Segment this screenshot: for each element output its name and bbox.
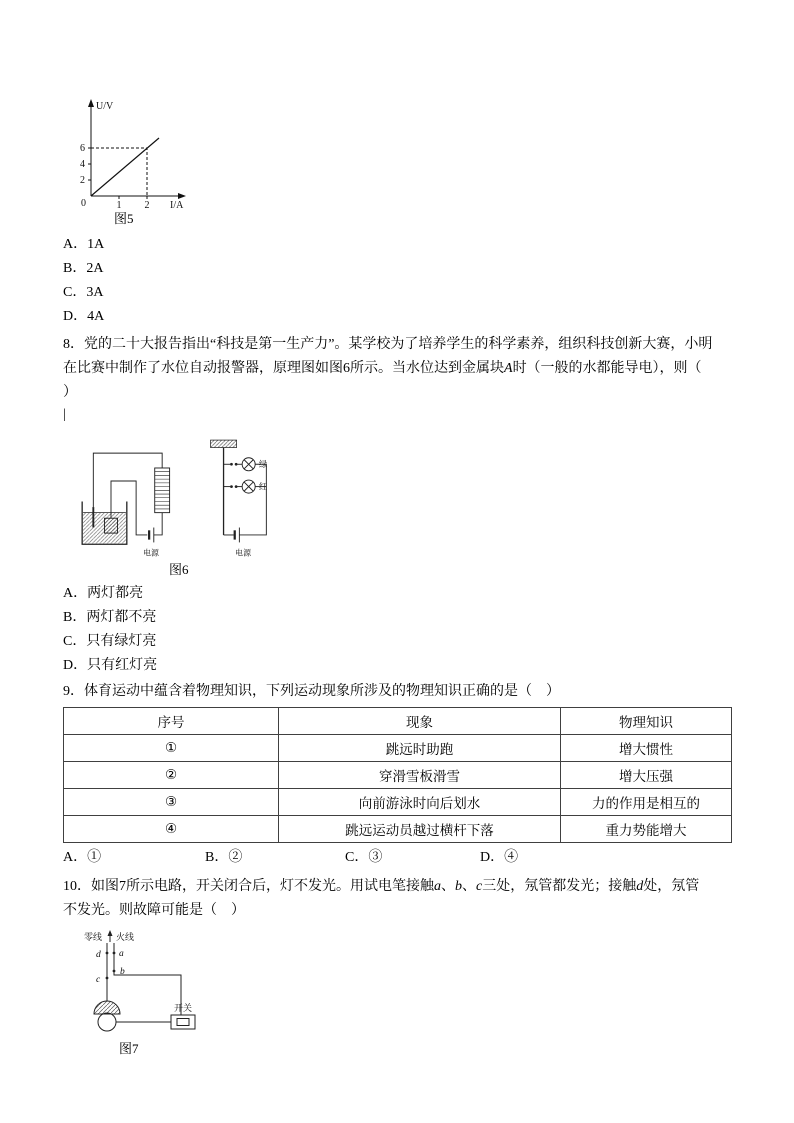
red-lamp (242, 480, 255, 493)
q9-header-knowledge: 物理知识 (561, 708, 732, 735)
metal-block (104, 518, 117, 533)
q9-table-row-1 (64, 735, 732, 762)
q7-option-b: B．2A (63, 261, 104, 276)
q8-options (63, 582, 736, 678)
figure6-caption: 图6 (169, 562, 189, 577)
q8-line2-pre: 在比赛中制作了水位自动报警器，原理图如图6所示。当水位达到金属块 (63, 361, 504, 376)
figure5-x-axis-label: I/A (170, 200, 184, 211)
q8-stem-line3: ） (63, 385, 77, 400)
q10-point-b-ref: b (455, 879, 462, 894)
q8-option-b: B．两灯都不亮 (63, 610, 157, 625)
secondary-circuit-wires (224, 464, 267, 535)
q8-line2-post: 时（一般的水都能导电），则（ (512, 361, 702, 376)
q9-options (63, 845, 736, 871)
q7-option-c: C．3A (63, 285, 104, 300)
q10-point-c-ref: c (476, 879, 483, 894)
q9-table-row-2 (64, 762, 732, 789)
q9-table-header-row (64, 708, 732, 735)
q9-r1-number: ① (64, 735, 279, 762)
q9-r2-number: ② (64, 762, 279, 789)
live-wire-label: 火线 (116, 932, 135, 942)
green-lamp-label: 绿 (258, 460, 268, 470)
q9-header-number: 序号 (64, 708, 279, 735)
switch-label: 开关 (173, 1003, 193, 1013)
q8-stem-line2 (63, 357, 736, 381)
point-d-label: d (96, 950, 101, 960)
q8-stem-line1: 8．党的二十大报告指出“科技是第一生产力”。某学校为了培养学生的科学素养，组织科技创新大赛，小明 (63, 337, 713, 352)
q10-stem (63, 875, 736, 923)
red-lamp-label: 红 (258, 482, 268, 492)
q9-r2-phenomenon: 穿滑雪板滑雪 (279, 762, 561, 789)
q8-option-d: D．只有红灯亮 (63, 658, 158, 673)
q10-stem-line1 (63, 875, 736, 899)
q7-option-d: D．4A (63, 309, 105, 324)
figure6-block (71, 427, 736, 578)
power-source-label-1: 电源 (143, 548, 159, 558)
q7-options (63, 233, 736, 329)
figure5-graph (69, 96, 194, 211)
q9-r3-knowledge: 力的作用是相互的 (561, 789, 732, 816)
point-c-label: c (96, 975, 101, 985)
figure5-ytick-4: 4 (80, 159, 85, 170)
electromagnet-coil (155, 468, 170, 513)
power-source-label-2: 电源 (235, 548, 251, 558)
q9-header-phenomenon: 现象 (279, 708, 561, 735)
figure5-y-axis-label: U/V (96, 101, 114, 112)
q8-stem (63, 333, 736, 405)
neutral-wire-label: 零线 (84, 932, 103, 942)
q10-pause2: 、 (462, 879, 476, 894)
text-cursor: | (63, 407, 66, 422)
up-arrow-icon (108, 930, 113, 942)
q9-option-d: D．④ (480, 850, 519, 865)
point-b-label: b (120, 967, 125, 977)
battery-1 (149, 528, 154, 543)
figure6-circuit (71, 427, 271, 562)
point-a-label: a (119, 949, 124, 959)
q9-r2-knowledge: 增大压强 (561, 762, 732, 789)
green-lamp (242, 458, 255, 471)
figure5-caption: 图5 (114, 211, 134, 226)
figure5-block (69, 96, 736, 227)
pendant-lamp (94, 1001, 120, 1031)
q9-r3-phenomenon: 向前游泳时向后划水 (279, 789, 561, 816)
q10-pause1: 、 (441, 879, 455, 894)
figure5-plot-line (91, 138, 159, 196)
figure5-origin-label: 0 (81, 198, 86, 209)
q9-table-row-3 (64, 789, 732, 816)
figure5-xtick-1: 1 (116, 200, 122, 211)
q10-seg3: 处，氖管 (643, 879, 700, 894)
relay-support (211, 440, 237, 447)
q9-r4-phenomenon: 跳远运动员越过横杆下落 (279, 816, 561, 843)
q10-seg2: 三处，氖管都发光；接触 (482, 879, 637, 894)
q8-option-c: C．只有绿灯亮 (63, 634, 157, 649)
q9-r3-number: ③ (64, 789, 279, 816)
figure5-ytick-6: 6 (80, 143, 85, 154)
figure5-xtick-2: 2 (144, 200, 150, 211)
q9-r4-number: ④ (64, 816, 279, 843)
figure7-block (83, 929, 736, 1057)
q8-option-a: A．两灯都亮 (63, 586, 144, 601)
battery-2 (235, 528, 240, 543)
q9-option-b: B．② (205, 850, 243, 865)
q9-stem: 9．体育运动中蕴含着物理知识，下列运动现象所涉及的物理知识正确的是（ ） (63, 684, 560, 699)
switch-box (171, 1015, 195, 1029)
relay-contacts (224, 463, 243, 488)
q10-point-a-ref: a (434, 879, 441, 894)
q9-option-a: A．① (63, 850, 102, 865)
q9-r1-knowledge: 增大惯性 (561, 735, 732, 762)
q9-table (63, 707, 732, 843)
q10-stem-line2: 不发光。则故障可能是（ ） (63, 903, 245, 918)
figure5-axes (88, 99, 186, 199)
q9-r4-knowledge: 重力势能增大 (561, 816, 732, 843)
figure7-caption: 图7 (119, 1041, 139, 1056)
q9-r1-phenomenon: 跳远时助跑 (279, 735, 561, 762)
q8-line2-variable-A: A (504, 361, 513, 376)
q7-option-a: A．1A (63, 237, 105, 252)
q10-point-d-ref: d (636, 879, 644, 894)
q9-table-row-4 (64, 816, 732, 843)
q10-seg1: 10．如图7所示电路，开关闭合后，灯不发光。用试电笔接触 (63, 879, 434, 894)
q9-option-c: C．③ (345, 850, 383, 865)
figure5-ytick-2: 2 (80, 175, 85, 186)
figure7-circuit (83, 929, 223, 1041)
